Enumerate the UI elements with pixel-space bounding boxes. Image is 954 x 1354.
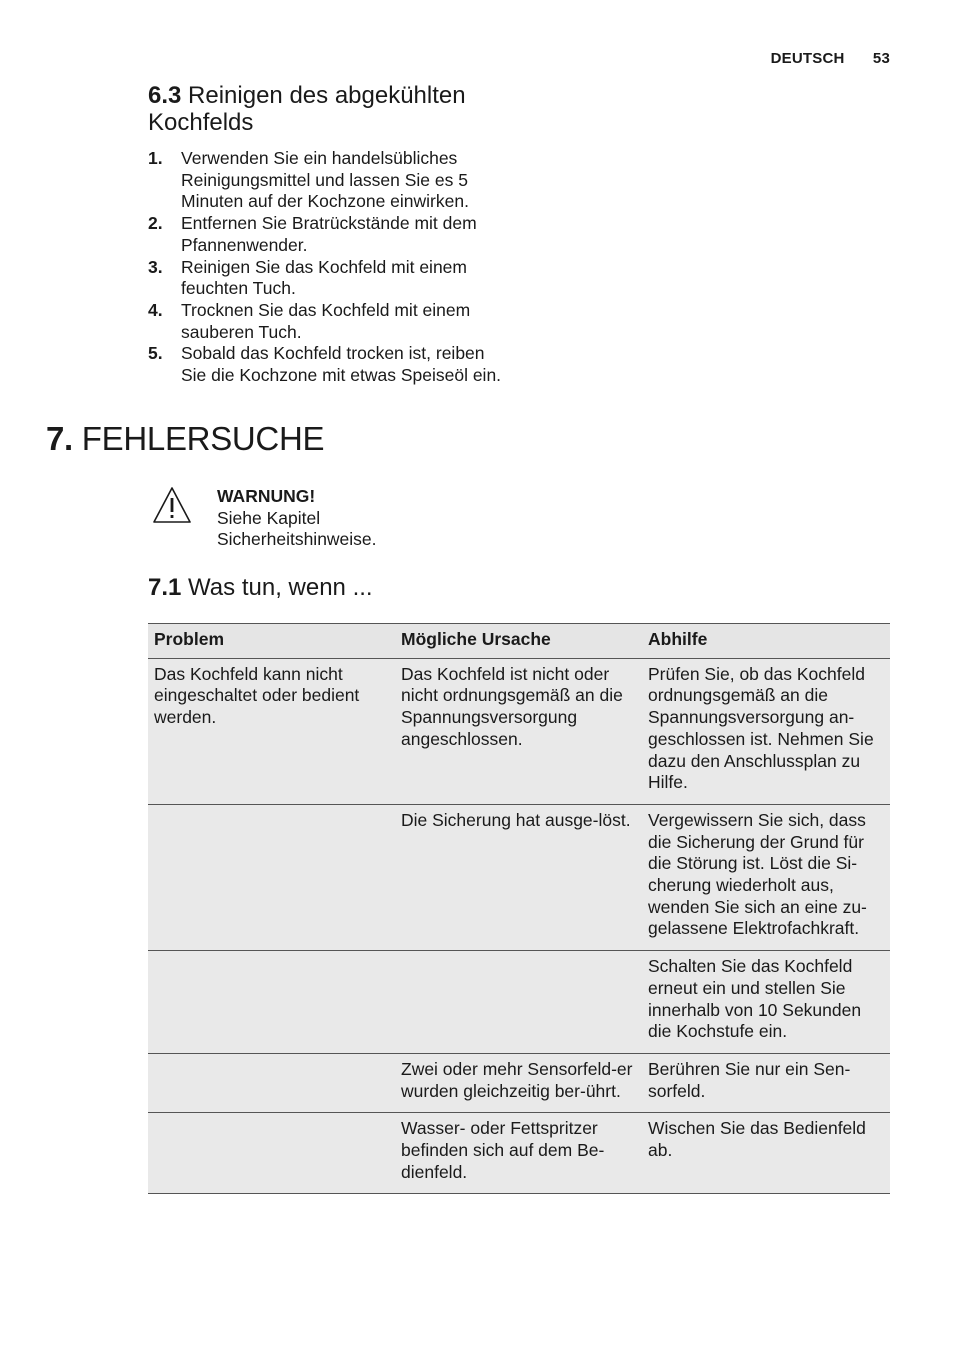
cell-cause: Die Sicherung hat ausge-löst. <box>395 804 642 950</box>
list-item <box>148 300 508 343</box>
step-number: 2. <box>148 213 163 234</box>
cleaning-steps-list <box>148 148 508 387</box>
cell-problem <box>148 804 395 950</box>
section-6-3-heading <box>148 82 508 136</box>
table-row <box>148 658 890 804</box>
cell-cause: Das Kochfeld ist nicht oder nicht ordnungsgemäß an die Spannungsversorgung angeschlossen. <box>395 658 642 804</box>
list-item <box>148 257 508 300</box>
section-title: Was tun, wenn ... <box>188 574 373 601</box>
column-header-problem: Problem <box>148 624 395 659</box>
cell-problem <box>148 951 395 1054</box>
cell-cause: Zwei oder mehr Sensorfeld-er wurden gleichzeitig ber-ührt. <box>395 1053 642 1112</box>
step-number: 5. <box>148 343 163 364</box>
step-text: Trocknen Sie das Kochfeld mit einem sauberen Tuch. <box>181 299 471 342</box>
table-row <box>148 951 890 1054</box>
page-header <box>771 50 890 67</box>
step-number: 3. <box>148 256 163 277</box>
cell-cause: Wasser- oder Fettspritzer befinden sich auf dem Be-dienfeld. <box>395 1113 642 1194</box>
step-number: 1. <box>148 148 163 168</box>
warning-line: Sicherheitshinweise. <box>217 529 377 550</box>
table-row <box>148 804 890 950</box>
section-number: 6.3 <box>148 82 182 109</box>
step-text: Reinigen Sie das Kochfeld mit einem feuchten Tuch. <box>181 256 467 299</box>
section-number: 7.1 <box>148 574 182 601</box>
troubleshooting-table <box>148 623 890 1194</box>
cell-remedy: Vergewissern Sie sich, dass die Sicherung der Grund für die Störung ist. Löst die Si-cherung wiederholt aus, wenden Sie sich an eine zu-gelassene Elektrofachkraft. <box>642 804 890 950</box>
warning-line: Siehe Kapitel <box>217 507 321 528</box>
list-item <box>148 343 508 386</box>
table-header-row <box>148 624 890 659</box>
cell-remedy: Wischen Sie das Bedienfeld ab. <box>642 1113 890 1194</box>
section-title: Reinigen des abgekühlten Kochfelds <box>148 82 466 136</box>
cell-remedy: Berühren Sie nur ein Sen-sorfeld. <box>642 1053 890 1112</box>
section-7-1-heading <box>148 574 373 602</box>
cell-remedy: Prüfen Sie, ob das Kochfeld ordnungsgemäß an die Spannungsversorgung an-geschlossen ist. Nehmen Sie dazu den Anschlussplan zu Hilfe. <box>642 658 890 804</box>
page-number: 53 <box>872 50 890 67</box>
chapter-number: 7. <box>46 420 73 457</box>
chapter-title: FEHLERSUCHE <box>81 420 325 457</box>
cell-problem <box>148 1053 395 1112</box>
chapter-7-heading <box>46 420 324 458</box>
step-text: Entfernen Sie Bratrückstände mit dem Pfannenwender. <box>181 213 477 255</box>
column-header-cause: Mögliche Ursache <box>395 624 642 659</box>
step-text: Sobald das Kochfeld trocken ist, reiben Sie die Kochzone mit etwas Speiseöl ein. <box>181 343 502 386</box>
step-number: 4. <box>148 299 163 320</box>
column-header-remedy: Abhilfe <box>642 624 890 659</box>
warning-block <box>217 486 517 551</box>
cell-remedy: Schalten Sie das Kochfeld erneut ein und stellen Sie innerhalb von 10 Sekunden die Kochstufe ein. <box>642 951 890 1054</box>
warning-triangle-icon <box>152 486 192 524</box>
cell-problem <box>148 1113 395 1194</box>
table-row <box>148 1053 890 1112</box>
cell-cause <box>395 951 642 1054</box>
cell-problem: Das Kochfeld kann nicht eingeschaltet oder bedient werden. <box>148 658 395 804</box>
warning-title: WARNUNG! <box>217 486 316 506</box>
list-item <box>148 148 508 213</box>
list-item <box>148 213 508 256</box>
step-text: Verwenden Sie ein handelsübliches Reinigungsmittel und lassen Sie es 5 Minuten auf der Kochzone einwirken. <box>181 148 469 212</box>
table-row <box>148 1113 890 1194</box>
language-label: DEUTSCH <box>770 50 845 67</box>
